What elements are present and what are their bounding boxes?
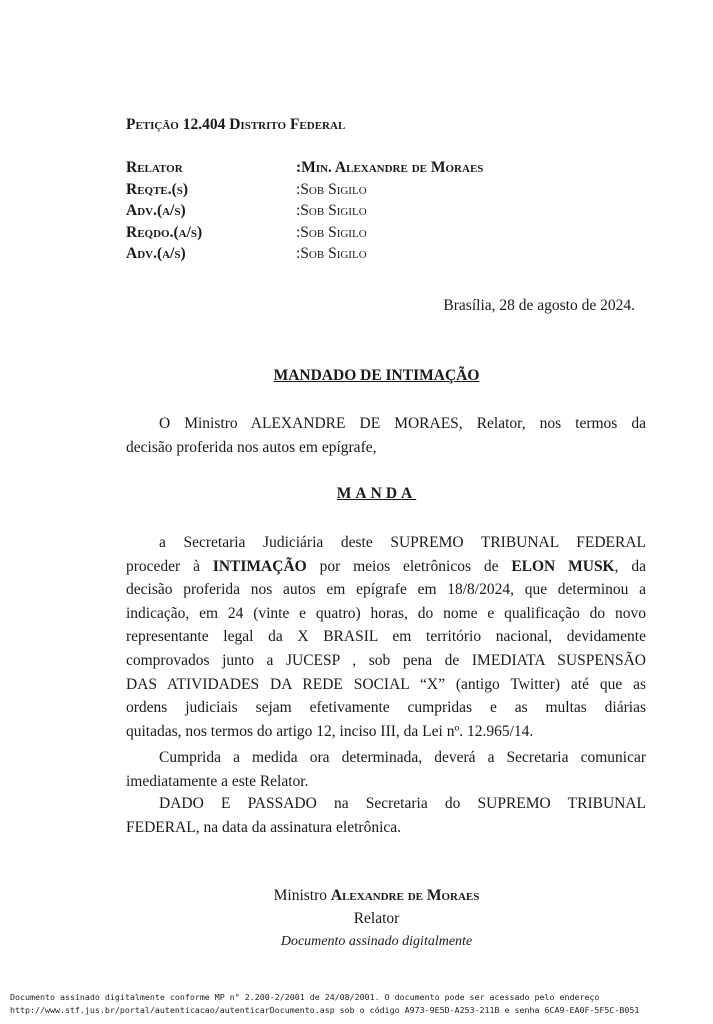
paragraph-line: DAS ATIVIDADES DA REDE SOCIAL “X” (antigo Twitter) até que as xyxy=(126,675,646,693)
paragraph-line: DADO E PASSADO na Secretaria do SUPREMO TRIBUNAL xyxy=(159,795,646,812)
signature-prefix: Ministro xyxy=(273,887,331,904)
party-value: :Sob Sigilo xyxy=(296,245,367,262)
paragraph-line: quitadas, nos termos do artigo 12, inciso III, da Lei nº. 12.965/14. xyxy=(126,722,534,740)
paragraph-line: decisão proferida nos autos em epígrafe, xyxy=(126,438,377,456)
party-value: :Sob Sigilo xyxy=(296,202,367,219)
text-run: proceder à xyxy=(126,557,213,575)
paragraph-line: indicação, em 24 (vinte e quatro) horas, do nome e qualificação do novo xyxy=(126,604,646,622)
party-row-relator xyxy=(126,159,483,181)
signature-role: Relator xyxy=(353,910,400,927)
party-label: Relator xyxy=(126,159,183,176)
paragraph-line: imediatamente a este Relator. xyxy=(126,772,309,790)
signature-minister-name: Alexandre de Moraes xyxy=(330,887,480,904)
party-label: Adv.(a/s) xyxy=(126,245,186,262)
manda-heading: MANDA xyxy=(336,485,417,502)
parties-block xyxy=(126,159,483,267)
footer-line: http://www.stf.jus.br/portal/autenticacao/autenticarDocumento.asp sob o código A973-9E5D-A253-211B e senha 6CA9-EA0F-5F5C-B051 xyxy=(10,1004,640,1015)
party-row-reqdo xyxy=(126,224,483,246)
intimacao-bold: INTIMAÇÃO xyxy=(212,557,307,575)
party-row-adv xyxy=(126,202,483,224)
paragraph-line: Cumprida a medida ora determinada, deverá a Secretaria comunicar xyxy=(159,749,646,766)
dado-paragraph xyxy=(126,792,646,839)
text-run: por meios eletrônicos de xyxy=(306,557,512,575)
text-run: , da xyxy=(614,557,646,575)
party-label: Reqdo.(a/s) xyxy=(126,223,203,241)
party-value: :Min. Alexandre de Moraes xyxy=(296,159,484,176)
paragraph-line: a Secretaria Judiciária deste SUPREMO TRIBUNAL FEDERAL xyxy=(159,534,646,551)
paragraph-line: representante legal da X BRASIL em território nacional, devidamente xyxy=(126,628,646,646)
party-label: Adv.(a/s) xyxy=(126,202,186,219)
footer-line: Documento assinado digitalmente conforme MP n° 2.200-2/2001 de 24/08/2001. O documento pode ser acessado pelo endereço xyxy=(10,992,600,1002)
petition-title: Petição 12.404 Distrito Federal xyxy=(126,116,346,133)
date-line: Brasília, 28 de agosto de 2024. xyxy=(443,297,635,314)
party-row-adv-2 xyxy=(126,245,483,267)
intro-paragraph xyxy=(126,412,646,459)
party-value: :Sob Sigilo xyxy=(296,180,367,198)
party-value: :Sob Sigilo xyxy=(296,223,367,241)
signature-name xyxy=(0,887,713,905)
paragraph-line: ordens judiciais sejam efetivamente cumpridas e as multas diárias xyxy=(126,699,646,717)
party-label: Reqte.(s) xyxy=(126,180,189,198)
paragraph-line: O Ministro ALEXANDRE DE MORAES, Relator, nos termos da xyxy=(159,415,646,432)
paragraph-line xyxy=(126,555,646,579)
elon-musk-bold: ELON MUSK xyxy=(511,557,615,575)
authentication-footer xyxy=(10,991,639,1016)
party-row-reqte xyxy=(126,181,483,203)
body-paragraph xyxy=(126,531,646,743)
paragraph-line: decisão proferida nos autos em epígrafe em 18/8/2024, que determinou a xyxy=(126,581,646,599)
paragraph-line: FEDERAL, na data da assinatura eletrônica. xyxy=(126,818,402,836)
paragraph-line: comprovados junto a JUCESP , sob pena de IMEDIATA SUSPENSÃO xyxy=(126,651,646,669)
signature-digital-note: Documento assinado digitalmente xyxy=(280,934,473,949)
cumprida-paragraph xyxy=(126,746,646,793)
document-title: MANDADO DE INTIMAÇÃO xyxy=(273,367,480,384)
